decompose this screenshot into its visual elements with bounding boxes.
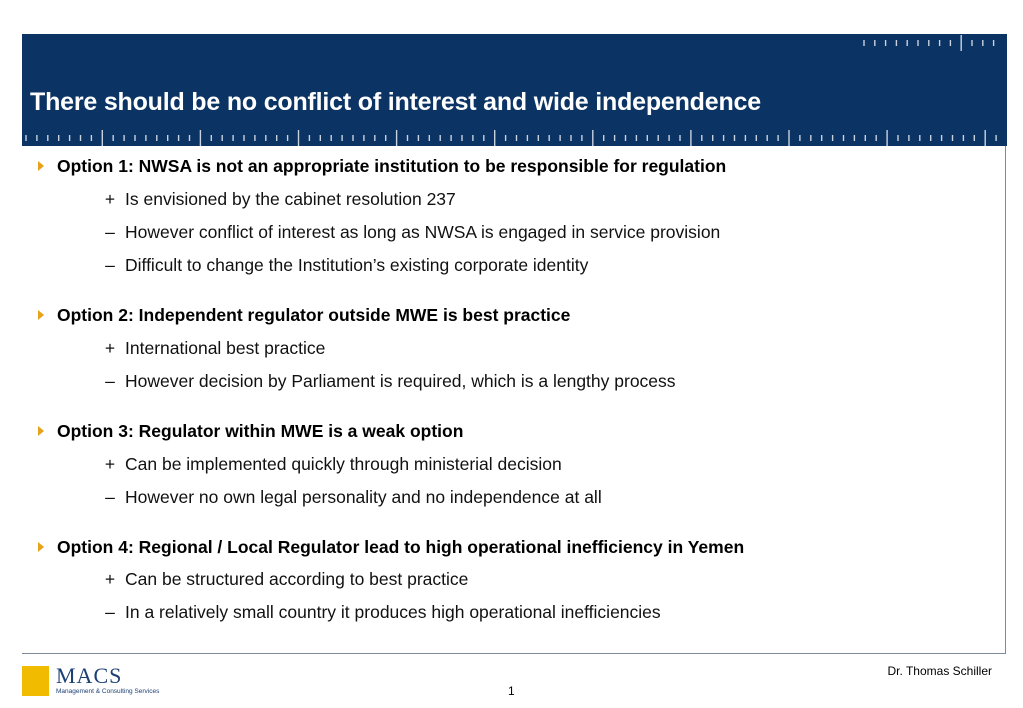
sub-item-text: Can be implemented quickly through ministerial decision bbox=[125, 454, 562, 474]
header-tick-marks-top bbox=[860, 35, 1000, 51]
option-heading: Option 2: Independent regulator outside MWE is best practice bbox=[57, 305, 571, 325]
sub-item-text: Is envisioned by the cabinet resolution 237 bbox=[125, 189, 456, 209]
logo-wordmark: MACS bbox=[56, 663, 123, 688]
option-heading: Option 1: NWSA is not an appropriate institution to be responsible for regulation bbox=[57, 156, 727, 176]
minus-mark: – bbox=[105, 487, 115, 507]
author-name: Dr. Thomas Schiller bbox=[887, 664, 992, 678]
minus-mark: – bbox=[105, 371, 115, 391]
logo-square-icon bbox=[22, 666, 49, 696]
minus-mark: – bbox=[105, 602, 115, 622]
bullet-arrow-icon bbox=[38, 426, 44, 436]
plus-mark: + bbox=[104, 454, 116, 474]
option-heading: Option 4: Regional / Local Regulator lead to high operational inefficiency in Yemen bbox=[57, 537, 745, 557]
sub-item-text: Difficult to change the Institution’s existing corporate identity bbox=[125, 255, 589, 275]
sub-item-text: International best practice bbox=[125, 338, 326, 358]
bullet-arrow-icon bbox=[38, 542, 44, 552]
page-number: 1 bbox=[508, 684, 515, 698]
slide-title: There should be no conflict of interest and wide independence bbox=[30, 88, 761, 116]
option-heading: Option 3: Regulator within MWE is a weak option bbox=[57, 421, 464, 441]
plus-mark: + bbox=[104, 189, 116, 209]
plus-mark: + bbox=[104, 338, 116, 358]
minus-mark: – bbox=[105, 222, 115, 242]
plus-mark: + bbox=[104, 569, 116, 589]
bullet-arrow-icon bbox=[38, 161, 44, 171]
bullet-arrow-icon bbox=[38, 310, 44, 320]
sub-item-text: Can be structured according to best practice bbox=[125, 569, 469, 589]
header-tick-marks-bottom bbox=[22, 130, 1007, 146]
minus-mark: – bbox=[105, 255, 115, 275]
sub-item-text: However conflict of interest as long as NWSA is engaged in service provision bbox=[125, 222, 721, 242]
logo-subtitle: Management & Consulting Services bbox=[56, 688, 160, 695]
sub-item-text: However decision by Parliament is required, which is a lengthy process bbox=[125, 371, 676, 391]
sub-item-text: In a relatively small country it produces high operational inefficiencies bbox=[125, 602, 661, 622]
sub-item-text: However no own legal personality and no independence at all bbox=[125, 487, 602, 507]
